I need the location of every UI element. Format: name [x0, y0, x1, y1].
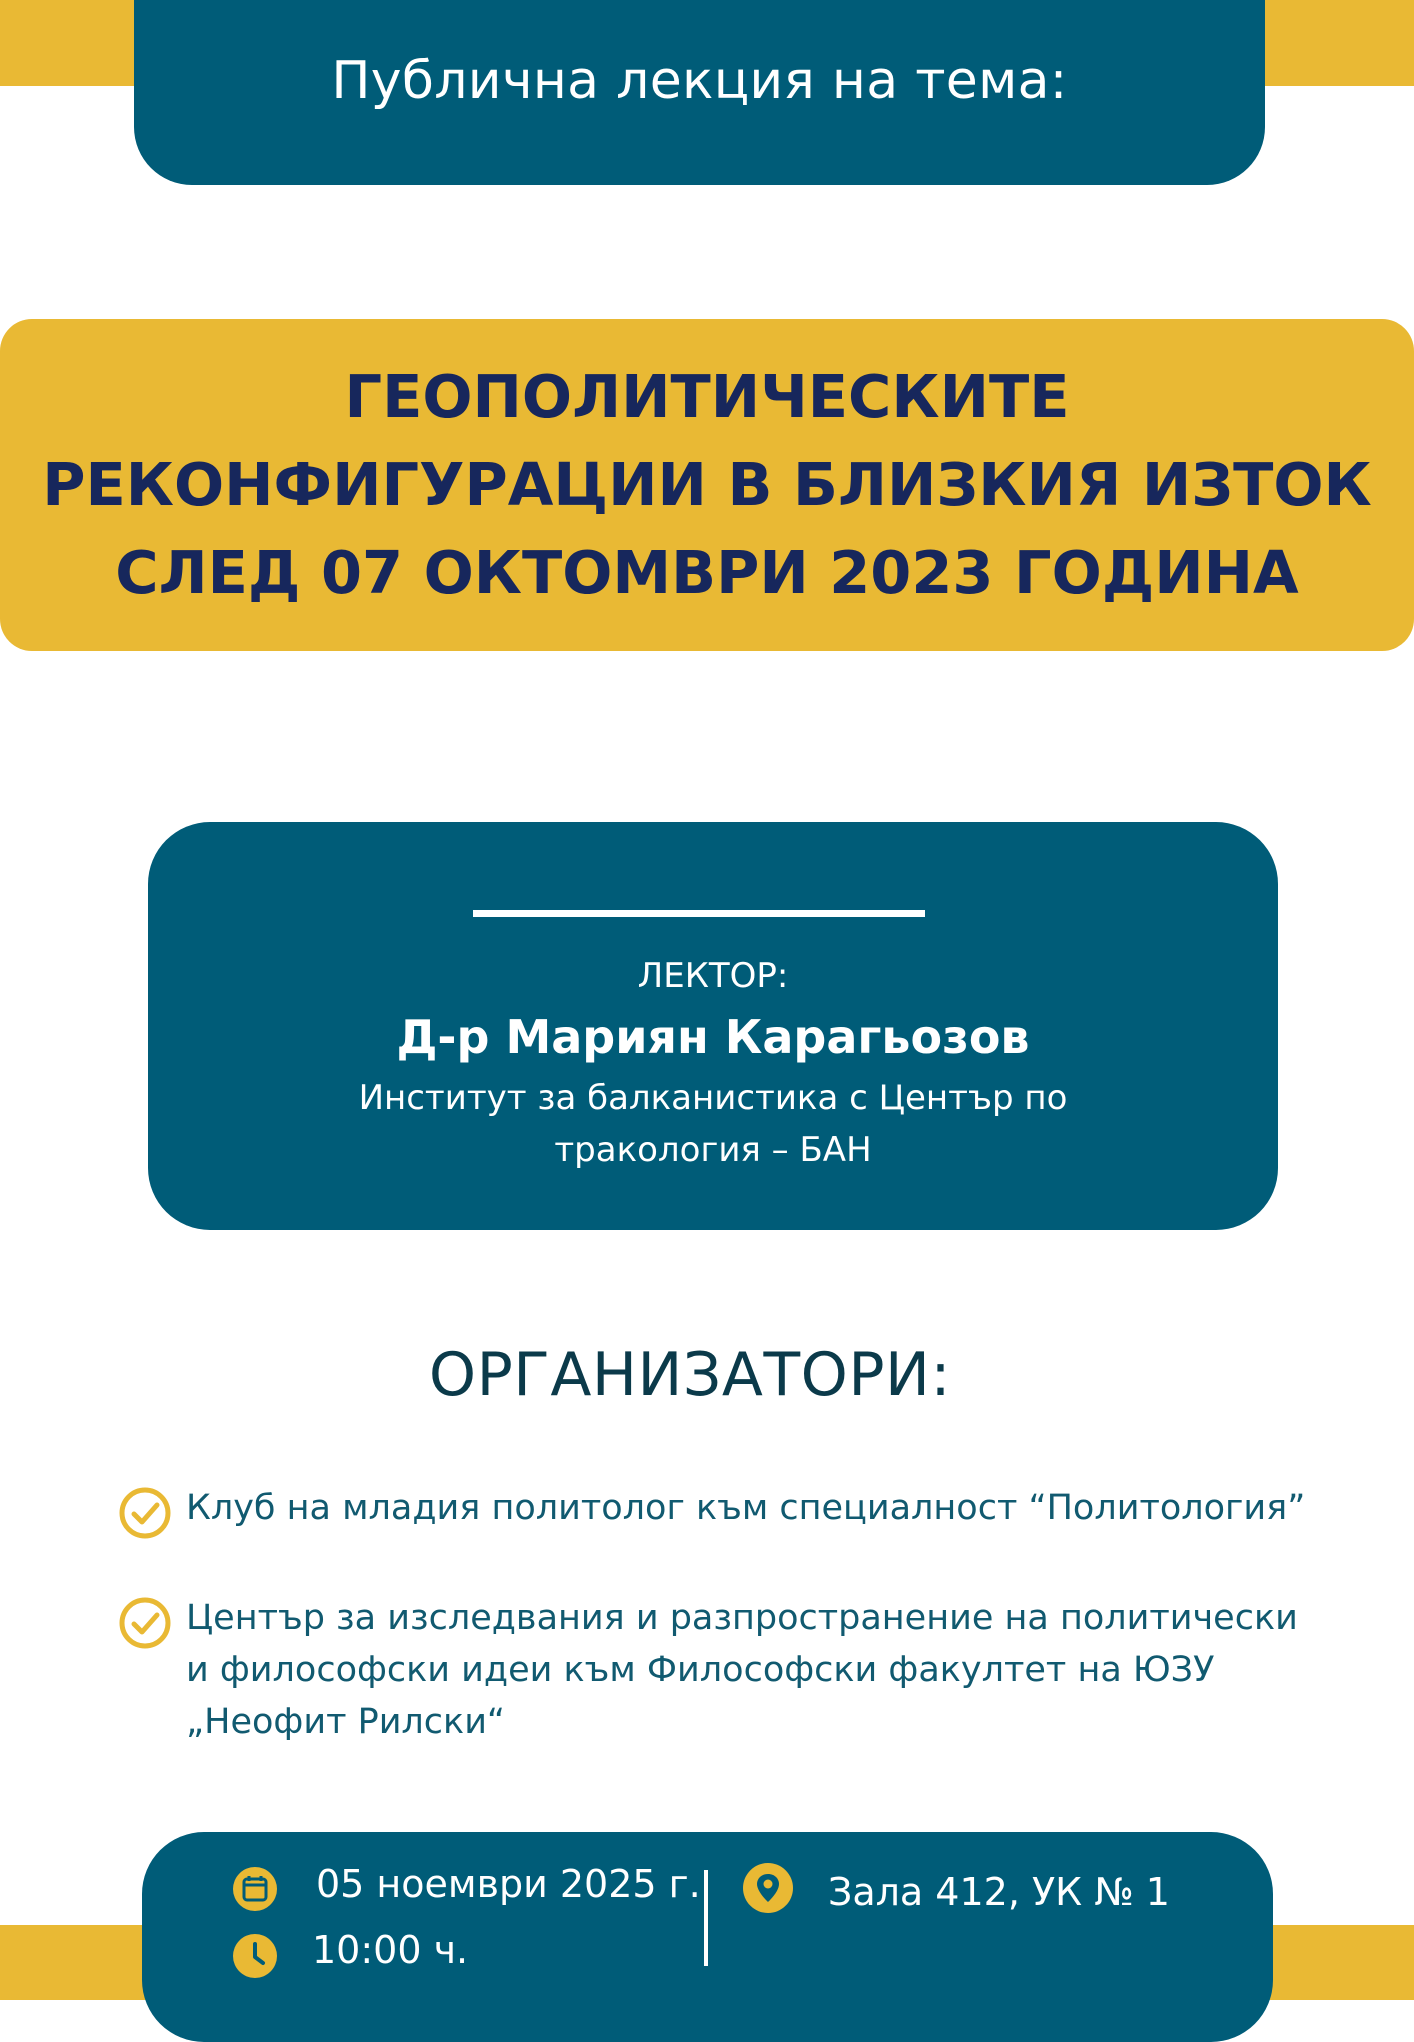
clock-icon — [232, 1933, 278, 1979]
check-circle-icon — [118, 1596, 172, 1650]
organizer-item-2 — [118, 1592, 1328, 1748]
map-pin-icon — [742, 1862, 794, 1914]
event-location: Зала 412, УК № 1 — [828, 1870, 1170, 1914]
title-line-2: РЕКОНФИГУРАЦИИ В БЛИЗКИЯ ИЗТОК — [42, 450, 1372, 519]
event-time: 10:00 ч. — [312, 1928, 469, 1972]
check-circle-icon — [118, 1486, 172, 1540]
event-date: 05 ноември 2025 г. — [316, 1862, 701, 1906]
lecturer-name: Д-р Мариян Карагьозов — [396, 1010, 1030, 1064]
calendar-icon — [232, 1866, 278, 1912]
organizer-text-1: Клуб на младия политолог към специалност “Политология” — [186, 1488, 1306, 1528]
lecturer-institution-line-1: Институт за балканистика с Център по — [358, 1078, 1068, 1118]
organizer-text-2: Център за изследвания и разпространение на политически и философски идеи към Философски факултет на ЮЗУ „Неофит Рилски“ — [186, 1598, 1298, 1742]
title-line-1: ГЕОПОЛИТИЧЕСКИТЕ — [344, 362, 1070, 431]
lecturer-divider — [473, 910, 925, 917]
lecturer-card — [148, 822, 1278, 1230]
organizer-item-1 — [118, 1482, 1318, 1540]
title-line-3: СЛЕД 07 ОКТОМВРИ 2023 ГОДИНА — [115, 538, 1299, 607]
header-banner — [134, 0, 1265, 185]
title-band — [0, 319, 1414, 651]
lecturer-institution-line-2: тракология – БАН — [554, 1130, 872, 1170]
info-divider — [704, 1870, 708, 1966]
lecturer-label: ЛЕКТОР: — [637, 956, 789, 996]
organizers-heading: ОРГАНИЗАТОРИ: — [428, 1340, 952, 1410]
header-subtitle: Публична лекция на тема: — [331, 51, 1068, 111]
lecturer-institution — [348, 1072, 1078, 1176]
event-info-panel — [142, 1832, 1273, 2042]
